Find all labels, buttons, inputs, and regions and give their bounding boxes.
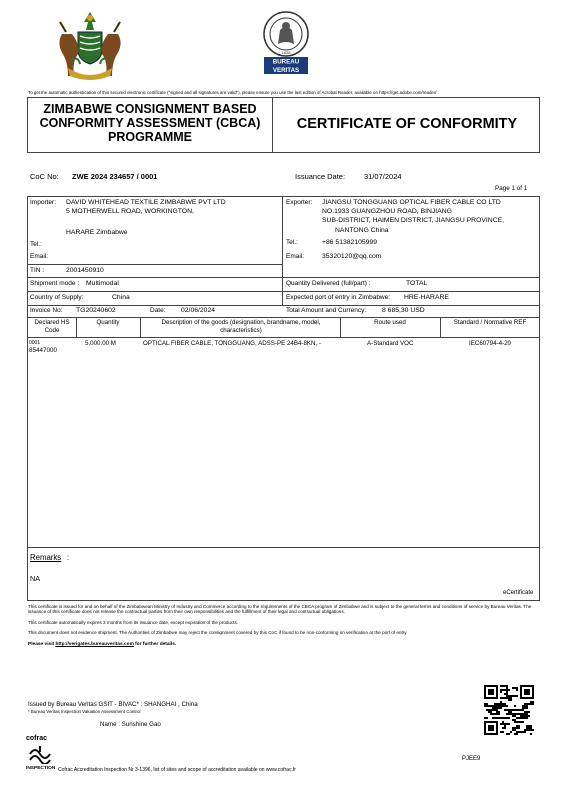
importer-email-label: Email: [30, 253, 49, 260]
row-description: OPTICAL FIBER CABLE, TONGGUANG, ADSS-PE 24B4-8KN, - [143, 340, 321, 347]
invoice-label: Invoice No: [30, 307, 63, 314]
quantity-delivered-label: Quantity Delivered (full/part) : [286, 280, 371, 287]
shipment-mode: Multimodal [86, 280, 119, 287]
country-of-supply-label: Country of Supply: [30, 294, 84, 301]
issuance-label: Issuance Date: [295, 172, 346, 181]
port-of-entry: HRE-HARARE [404, 294, 449, 301]
exporter-name: JIANGSU TONGGUANG OPTICAL FIBER CABLE CO LTD [322, 199, 501, 206]
importer-address-1: 5 MOTHERWELL ROAD, WORKINGTON, [66, 208, 194, 215]
issued-by-note: * Bureau Veritas Inspection Valuation Assessment Control [28, 709, 141, 714]
row-standard: IEC60794-4-20 [469, 340, 511, 347]
port-of-entry-label: Expected port of entry in Zimbabwe: [286, 294, 391, 301]
verify-suffix: for further details. [133, 642, 177, 647]
exporter-tel-label: Tel.: [286, 239, 298, 246]
bureau-veritas-logo-icon [260, 10, 312, 76]
total-amount: 8 685,30 USD [382, 307, 425, 314]
issuance-date: 31/07/2024 [364, 172, 402, 181]
quantity-delivered: TOTAL [406, 280, 428, 287]
importer-tin-label: TIN : [30, 267, 45, 274]
importer-label: Importer: [30, 199, 57, 206]
table-row [27, 338, 540, 358]
coc-label: CoC No: [30, 172, 59, 181]
exporter-label: Exporter: [286, 199, 313, 206]
verify-prefix: Please visit [28, 642, 56, 647]
col-header-description: Description of the goods (designation, brandname, model, characteristics) [161, 319, 321, 334]
invoice-date-label: Date: [150, 307, 166, 314]
exporter-email-label: Email: [286, 253, 305, 260]
remarks-label: Remarks [30, 553, 62, 562]
issued-by: Issued by Bureau Veritas GSIT - BIVAC* : SHANGHAI , China [28, 701, 198, 708]
exporter-tel: +86 51382105999 [322, 239, 377, 246]
shipment-mode-label: Shipment mode : [30, 280, 80, 287]
legal-paragraph-2: This certificate automatically expires 3 months from its issuance date, except expiration of the products. [28, 620, 239, 625]
main-table [27, 196, 540, 601]
remarks-value: NA [30, 574, 40, 583]
page-indicator: Page 1 of 1 [495, 185, 528, 192]
verify-notice [28, 642, 540, 648]
col-header-route: Route used [374, 319, 406, 326]
country-of-supply: China [112, 294, 130, 301]
verigates-link[interactable]: http://verigates.bureauveritas.com [55, 642, 134, 647]
document-code: PJEE9 [462, 756, 481, 762]
row-route: A-Standard VOC [367, 340, 414, 347]
row-hs-line-1: 0001 [29, 340, 41, 346]
signatory-name: Name : Sunshine Gao [100, 721, 161, 728]
cofrac-accreditation: Cofrac Accreditation Inspection Nr 3-1396, list of sites and scope of accreditation available on www.cofrac.fr [58, 767, 296, 773]
row-hs-line-2: 85447000 [29, 347, 58, 354]
invoice-number: TG20240602 [76, 307, 116, 314]
auth-notice: To get the automatic authentication of this secured electronic certificate ("signed and all signatures are valid"), please ensure you use the last edition of Acrobat Reader, available on https://get.adobe.com/reader/ [28, 90, 437, 95]
exporter-address-2: SUB-DISTRICT, HAIMEN DISTRICT, JIANGSU PROVINCE, [322, 217, 505, 224]
col-header-standard: Standard / Normative REF [453, 319, 527, 326]
ecertificate-label: eCertificate [503, 590, 534, 596]
total-amount-label: Total Amount and Currency: [286, 307, 367, 314]
importer-name: DAVID WHITEHEAD TEXTILE ZIMBABWE PVT LTD [66, 199, 226, 206]
exporter-address-3: NANTONG China [335, 227, 389, 234]
legal-paragraph-1: This certificate is issued for and on behalf of the Zimbabwean Ministry of Industry and Commerce according to the requirements of the CBCA program of Zimbabwe and is subject to the general terms and conditions of service by Bureau Veritas. The issuance of this certificate does not release the contractual parties from their own responsibilities and the fulfillment of their legal and contractual obligations. [28, 604, 532, 615]
bv-year: 1828 [281, 50, 291, 55]
coc-number: ZWE 2024 234657 / 0001 [72, 172, 158, 181]
row-quantity: 5,000.00 M [85, 340, 116, 347]
bv-text-bureau: BUREAU [272, 58, 300, 66]
exporter-address-1: NO.1933 GUANGZHOU ROAD, BINJIANG [322, 208, 452, 215]
col-header-hs-code: Declared HS Code [34, 319, 70, 334]
invoice-date: 02/06/2024 [181, 307, 216, 314]
inspection-text: INSPECTION [26, 766, 56, 771]
zimbabwe-coat-of-arms-icon [52, 8, 128, 84]
cofrac-text: cofrac [26, 735, 48, 742]
importer-tel-label: Tel.: [30, 241, 42, 248]
certificate-title: CERTIFICATE OF CONFORMITY [296, 116, 518, 132]
qr-code-icon [484, 685, 534, 735]
bv-text-veritas: VERITAS [272, 67, 300, 74]
col-header-quantity: Quantity [96, 319, 120, 326]
cofrac-logo-icon [26, 735, 56, 775]
programme-title: ZIMBABWE CONSIGNMENT BASED CONFORMITY ASSESSMENT (CBCA) PROGRAMME [39, 102, 261, 144]
importer-address-2: HARARE Zimbabwe [66, 229, 128, 236]
remarks-colon: : [67, 553, 70, 562]
importer-tin: 2001450910 [66, 267, 104, 274]
exporter-email: 35320120@qq.com [322, 253, 382, 260]
legal-paragraph-3: This document does not evidence shipment. The Authorities of Zimbabwe may reject the consignment covered by this CoC if found to be non-conforming on verification at the port of entry. [28, 630, 408, 635]
